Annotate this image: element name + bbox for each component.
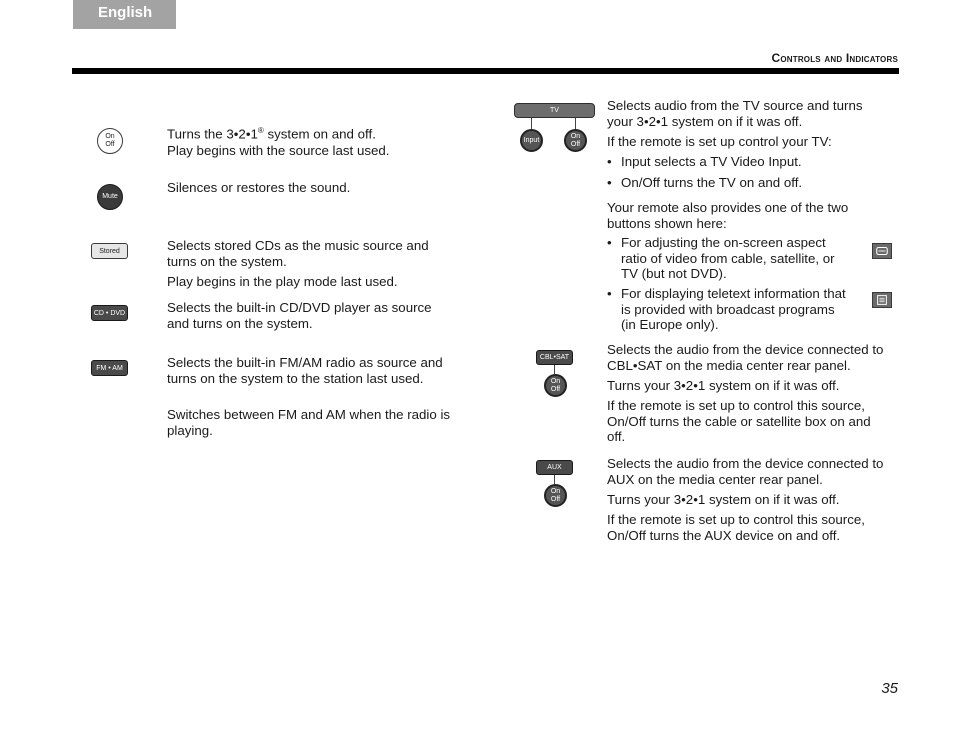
cd-dvd-button-icon: CD • DVD <box>91 305 128 321</box>
tv-desc-2: If the remote is set up control your TV: <box>607 134 832 149</box>
input-button-icon <box>520 129 543 152</box>
aspect-ratio-icon <box>872 243 892 259</box>
cd-dvd-desc-1: Selects the built-in CD/DVD player as source and turns on the system. <box>167 300 432 331</box>
header-rule <box>72 68 899 74</box>
cbl-sat-desc-1: Selects the audio from the device connected to CBL•SAT on the media center rear panel. <box>607 342 884 373</box>
stored-button-icon: Stored <box>91 243 128 259</box>
mute-button-icon <box>97 184 123 210</box>
tv-bullet-2: • On/Off turns the TV on and off. <box>607 175 803 190</box>
fm-am-desc-2: Switches between FM and AM when the radio is playing. <box>167 407 451 438</box>
stored-desc-2: Play begins in the play mode last used. <box>167 274 398 289</box>
tv-on-label: On <box>570 132 581 140</box>
aux-desc-1: Selects the audio from the device connected to AUX on the media center rear panel. <box>607 456 884 487</box>
power-desc-2: Play begins with the source last used. <box>167 143 390 158</box>
section-title: Controls and Indicators <box>771 51 898 65</box>
cbl-sat-off-label: Off <box>550 385 561 393</box>
cbl-sat-desc-3: If the remote is set up to control this source, On/Off turns the cable or satellite box on and off. <box>607 398 871 444</box>
tv-off-label: Off <box>570 140 581 148</box>
page-number: 35 <box>881 680 898 697</box>
tv-extra-bullet-1: • For adjusting the on-screen aspect ratio of video from cable, satellite, or TV (but not DVD). <box>607 235 835 281</box>
aux-desc-2: Turns your 3•2•1 system on if it was off. <box>607 492 840 507</box>
mute-label: Mute <box>102 193 118 200</box>
tv-bullet-1: • Input selects a TV Video Input. <box>607 154 802 169</box>
on-off-label-off: Off <box>105 141 115 148</box>
mute-desc-1: Silences or restores the sound. <box>167 180 351 195</box>
aux-desc-3: If the remote is set up to control this source, On/Off turns the AUX device on and off. <box>607 512 865 543</box>
tv-panel-icon: TV <box>514 103 595 118</box>
on-off-label-on: On <box>105 133 115 140</box>
cbl-sat-button-icon: CBL•SAT <box>536 350 573 365</box>
tv-on-off-button-icon <box>564 129 587 152</box>
cbl-sat-on-off-button-icon <box>544 374 567 397</box>
aux-button-icon: AUX <box>536 460 573 475</box>
cbl-sat-on-label: On <box>550 377 561 385</box>
on-off-button-icon <box>97 128 123 154</box>
fm-am-button-icon: FM • AM <box>91 360 128 376</box>
aux-on-off-button-icon <box>544 484 567 507</box>
fm-am-desc-1: Selects the built-in FM/AM radio as source and turns on the system to the station last used. <box>167 355 443 386</box>
aux-stem <box>554 475 555 484</box>
cbl-sat-stem <box>554 365 555 374</box>
stored-desc-1: Selects stored CDs as the music source and turns on the system. <box>167 238 429 269</box>
cbl-sat-desc-2: Turns your 3•2•1 system on if it was off. <box>607 378 840 393</box>
aux-on-label: On <box>550 487 561 495</box>
tv-extra-bullet-2: • For displaying teletext information that is provided with broadcast programs (in Europe only). <box>607 286 846 332</box>
teletext-icon <box>872 292 892 308</box>
tv-desc-1: Selects audio from the TV source and turns your 3•2•1 system on if it was off. <box>607 98 863 129</box>
input-label: Input <box>523 136 540 144</box>
power-desc-1: Turns the 3•2•1® system on and off. <box>167 126 376 142</box>
tv-desc-3: Your remote also provides one of the two buttons shown here: <box>607 200 849 231</box>
language-tab[interactable]: English <box>73 0 176 29</box>
aux-off-label: Off <box>550 495 561 503</box>
